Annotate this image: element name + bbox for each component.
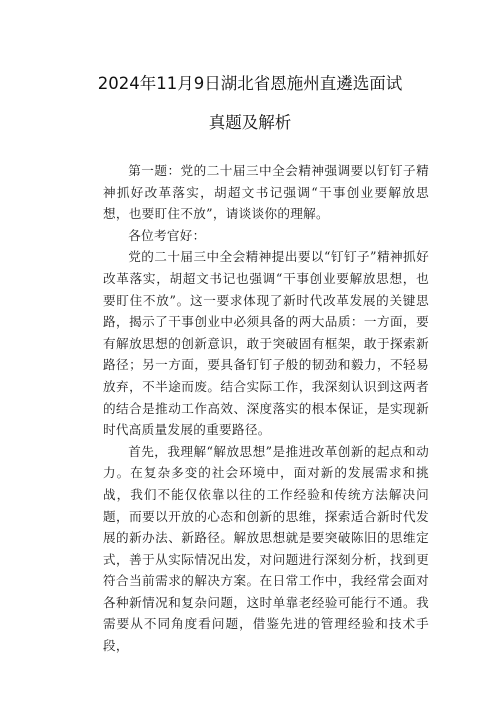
greeting-paragraph: 各位考官好： [128, 227, 206, 243]
document-body [103, 160, 429, 657]
answer-point-1-paragraph: 首先，我理解“解放思想”是推进改革创新的起点和动力。在复杂多变的社会环境中，面对新的发展需求和挑战，我们不能仅依靠以往的工作经验和传统方法解决问题，而要以开放的心态和创新的思维，探索适合新时代发展的新办法、新路径。解放思想就是要突破陈旧的思维定式，善于从实际情况出发，对问题进行深刻分析，找到更符合当前需求的解决方案。在日常工作中，我经常会面对各种新情况和复杂问题，这时单靠老经验可能行不通。我需要从不同角度看问题，借鉴先进的管理经验和技术手段， [103, 443, 429, 654]
document-title-line-1: 2024年11月9日湖北省恩施州直遴选面试 [97, 74, 403, 93]
question-paragraph: 第一题：党的二十届三中全会精神强调要以钉钉子精神抓好改革落实，胡超文书记强调“干事创业要解放思想，也要盯住不放”，请谈谈你的理解。 [103, 163, 429, 222]
answer-intro-paragraph: 党的二十届三中全会精神提出要以“钉钉子”精神抓好改革落实，胡超文书记也强调“干事创业要解放思想，也要盯住不放”。这一要求体现了新时代改革发展的关键思路，揭示了干事创业中必须具备的两大品质：一方面，要有解放思想的创新意识，敢于突破固有框架，敢于探索新路径；另一方面，要具备钉钉子般的韧劲和毅力，不轻易放弃，不半途而废。结合实际工作，我深刻认识到这两者的结合是推动工作高效、深度落实的根本保证，是实现新时代高质量发展的重要路径。 [103, 249, 429, 438]
document-title-line-2: 真题及解析 [208, 113, 292, 132]
